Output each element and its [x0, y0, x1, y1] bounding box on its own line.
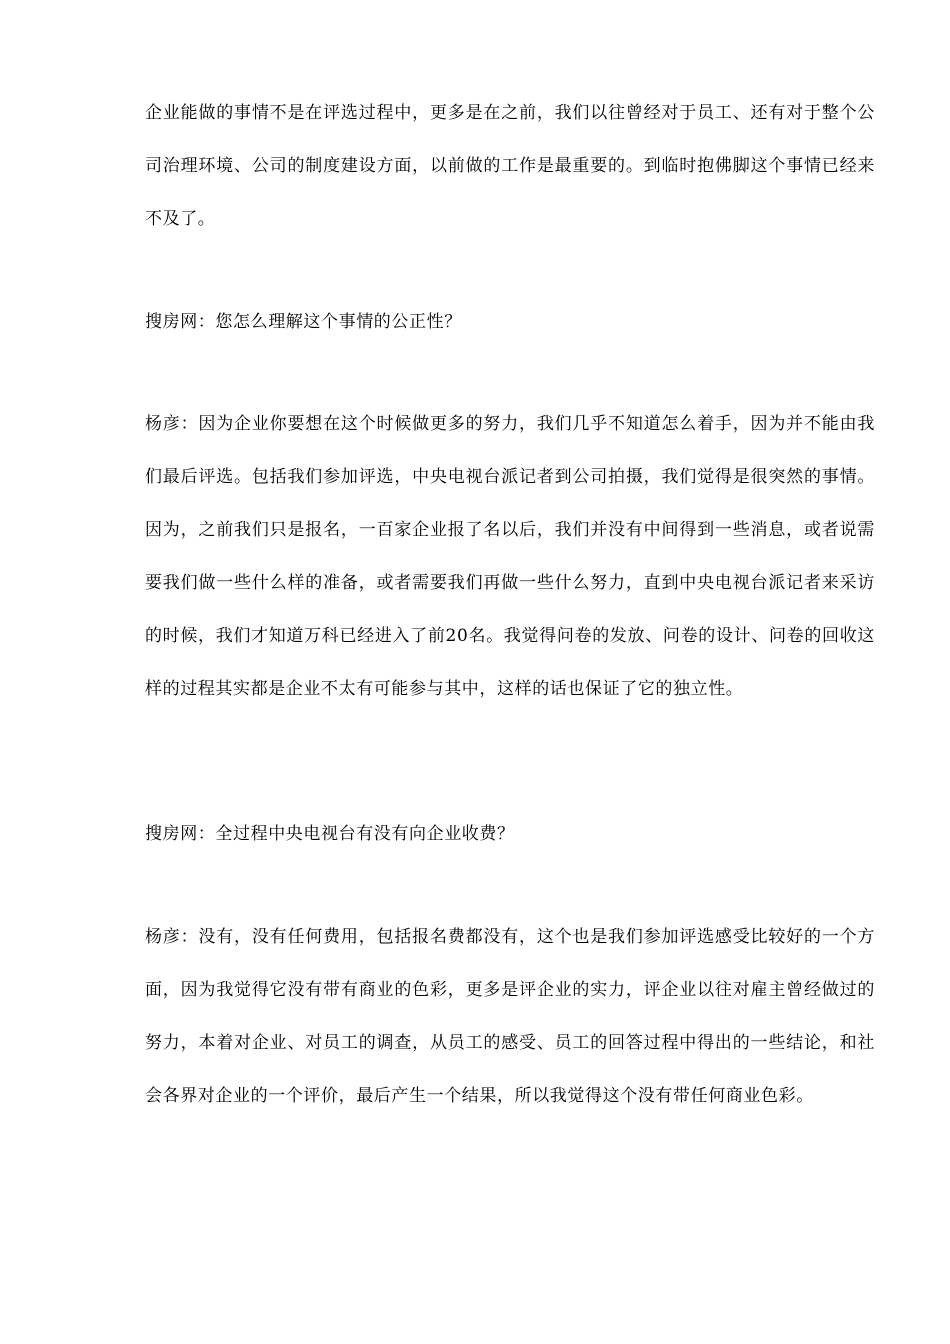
paragraph-answer-fees: 杨彦：没有，没有任何费用，包括报名费都没有，这个也是我们参加评选感受比较好的一个方面，因为我觉得它没有带有商业的色彩，更多是评企业的实力，评企业以往对雇主曾经做过的努力，本着对企业、对员工的调查，从员工的感受、员工的回答过程中得出的一些结论，和社会各界对企业的一个评价，最后产生一个结果，所以我觉得这个没有带任何商业色彩。: [145, 927, 875, 1106]
paragraph-question-fees: 搜房网：全过程中央电视台有没有向企业收费？: [145, 824, 515, 844]
paragraph-question-fairness: 搜房网：您怎么理解这个事情的公正性？: [145, 312, 462, 332]
paragraph-answer-fairness: 杨彦：因为企业你要想在这个时候做更多的努力，我们几乎不知道怎么着手，因为并不能由我们最后评选。包括我们参加评选，中央电视台派记者到公司拍摄，我们觉得是很突然的事情。因为，之前我们只是报名，一百家企业报了名以后，我们并没有中间得到一些消息，或者说需要我们做一些什么样的准备，或者需要我们再做一些什么努力，直到中央电视台派记者来采访的时候，我们才知道万科已经进入了前20名。我觉得问卷的发放、问卷的设计、问卷的回收这样的过程其实都是企业不太有可能参与其中，这样的话也保证了它的独立性。: [145, 414, 875, 699]
paragraph-intro: 企业能做的事情不是在评选过程中，更多是在之前，我们以往曾经对于员工、还有对于整个公司治理环境、公司的制度建设方面，以前做的工作是最重要的。到临时抱佛脚这个事情已经来不及了。: [145, 103, 875, 229]
